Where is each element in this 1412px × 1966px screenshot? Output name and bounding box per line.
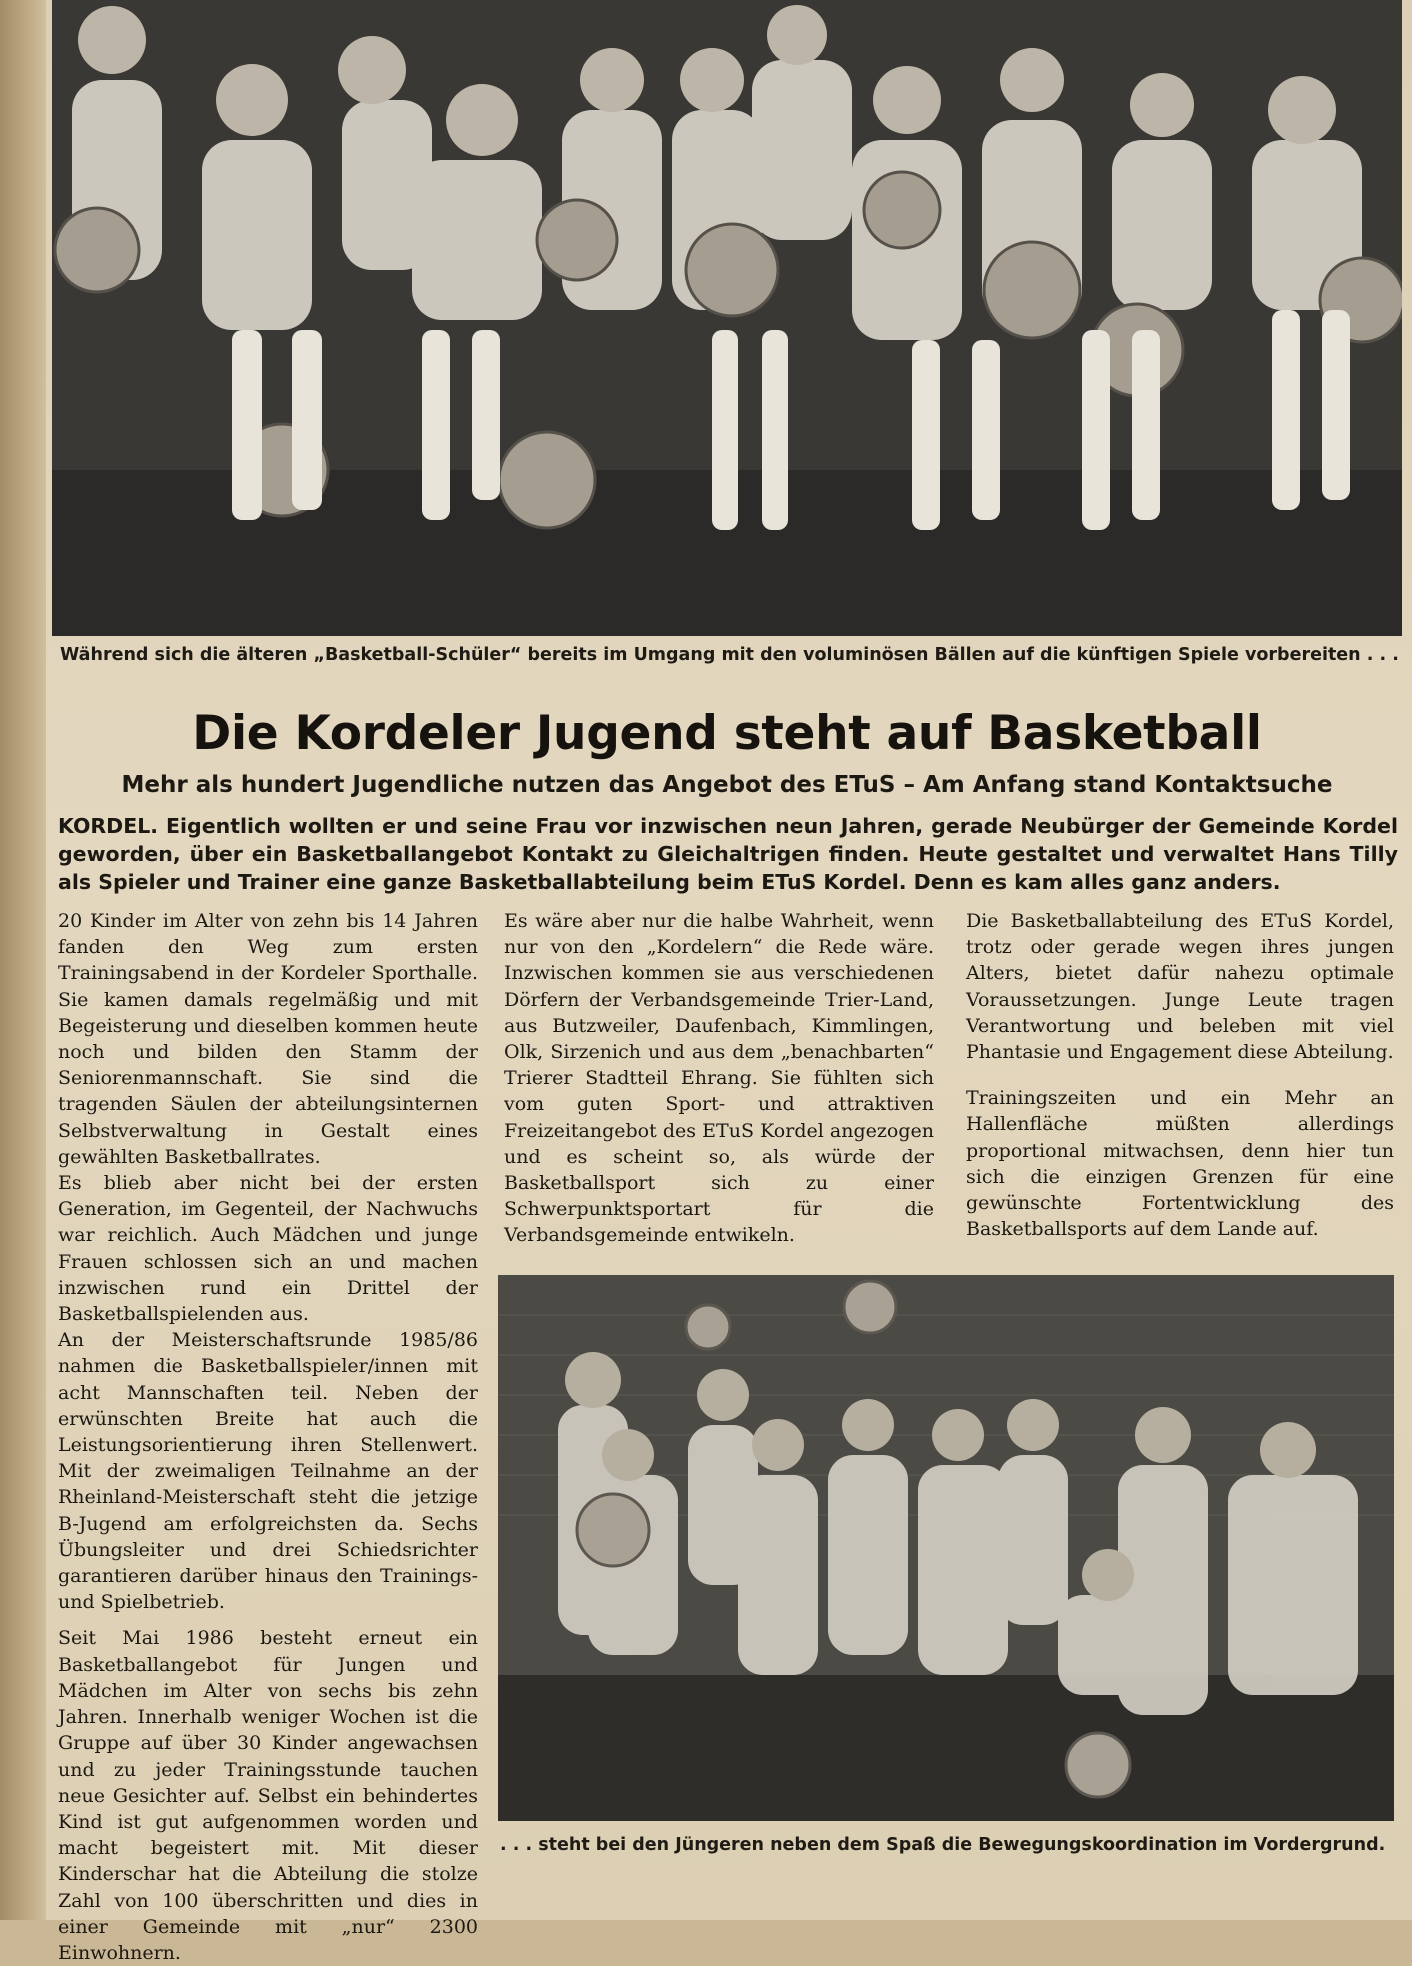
- subheadline: Mehr als hundert Jugendliche nutzen das Angebot des ETuS – Am Anfang stand Kontaktsuche: [121, 772, 1333, 798]
- paragraph: Es wäre aber nur die halbe Wahrheit, wenn nur von den „Kordelern“ die Rede wäre. Inzwischen kommen sie aus verschiedenen Dörfern der Verbandsgemeinde Trier-Land, aus Butzweiler, Daufenbach, Kimmlingen, Olk, Sirzenich und aus dem „benachbarten“ Trierer Stadtteil Ehrang. Sie fühlten sich vom guten Sport- und attraktiven Freizeitangebot des ETuS Kordel angezogen und es scheint so, als würde der Basketballsport sich zu einer Schwerpunktsportart für die Verbandsgemeinde entwikeln.: [504, 910, 934, 1247]
- paragraph: Es blieb aber nicht bei der ersten Generation, im Gegenteil, der Nachwuchs war reichlich. Auch Mädchen und junge Frauen schlossen sich an und machen inzwischen rund ein Drittel der Basketballspielenden aus.: [58, 1172, 478, 1326]
- photo-older-players-dribbling: [52, 0, 1402, 636]
- caption-bottom-photo: . . . steht bei den Jüngeren neben dem Spaß die Bewegungskoordination im Vordergrund.: [500, 1835, 1386, 1855]
- paragraph: Trainingszeiten und ein Mehr an Hallenfläche müßten allerdings proportional mitwachsen, denn hier tun sich die einzigen Grenzen für eine gewünschte Fortentwicklung des Basketballsports auf dem Lande auf.: [966, 1087, 1394, 1241]
- paper-edge: [0, 0, 46, 1920]
- text-column-2: [504, 908, 934, 1249]
- paragraph: Die Basketballabteilung des ETuS Kordel, trotz oder gerade wegen ihres jungen Alters, bietet dafür nahezu optimale Voraussetzungen. Junge Leute tragen Verantwortung und beleben mit viel Phantasie und Engagement diese Abteilung.: [966, 910, 1394, 1064]
- lead-paragraph: KORDEL. Eigentlich wollten er und seine Frau vor inzwischen neun Jahren, gerade Neubürger der Gemeinde Kordel geworden, über ein Basketballangebot Kontakt zu Gleichaltrigen finden. Heute gestaltet und verwaltet Hans Tilly als Spieler und Trainer eine ganze Basketballabteilung beim ETuS Kordel. Denn es kam alles ganz anders.: [58, 814, 1398, 894]
- paragraph: 20 Kinder im Alter von zehn bis 14 Jahren fanden den Weg zum ersten Trainingsabend in der Kordeler Sporthalle. Sie kamen damals regelmäßig und mit Begeisterung und dieselben kommen heute noch und bilden den Stamm der Seniorenmannschaft. Sie sind die tragenden Säulen der abteilungsinternen Selbstverwaltung in Gestalt eines gewählten Basketballrates.: [58, 910, 478, 1168]
- headline: Die Kordeler Jugend steht auf Basketball: [192, 706, 1262, 761]
- caption-top-photo: Während sich die älteren „Basketball-Schüler“ bereits im Umgang mit den voluminösen Bällen auf die künftigen Spiele vorbereiten . . .: [60, 645, 1399, 665]
- paragraph: Seit Mai 1986 besteht erneut ein Basketballangebot für Jungen und Mädchen im Alter von sechs bis zehn Jahren. Innerhalb weniger Wochen ist die Gruppe auf über 30 Kinder angewachsen und zu jeder Trainingsstunde tauchen neue Gesichter auf. Selbst ein behindertes Kind ist gut aufgenommen worden und macht begeistert mit. Mit dieser Kinderschar hat die Abteilung die stolze Zahl von 100 überschritten und dies in einer Gemeinde mit „nur“ 2300 Einwohnern.: [58, 1627, 478, 1964]
- text-column-3: [966, 908, 1394, 1242]
- text-column-1: [58, 908, 478, 1966]
- paragraph: An der Meisterschaftsrunde 1985/86 nahmen die Basketballspieler/innen mit acht Mannschaften teil. Neben der erwünschten Breite hat auch die Leistungsorientierung ihren Stellenwert. Mit der zweimaligen Teilnahme an der Rheinland-Meisterschaft steht die jetzige B-Jugend am erfolgreichsten da. Sechs Übungsleiter und drei Schiedsrichter garantieren darüber hinaus den Trainings- und Spielbetrieb.: [58, 1329, 478, 1614]
- photo-younger-children-playing: [498, 1275, 1394, 1821]
